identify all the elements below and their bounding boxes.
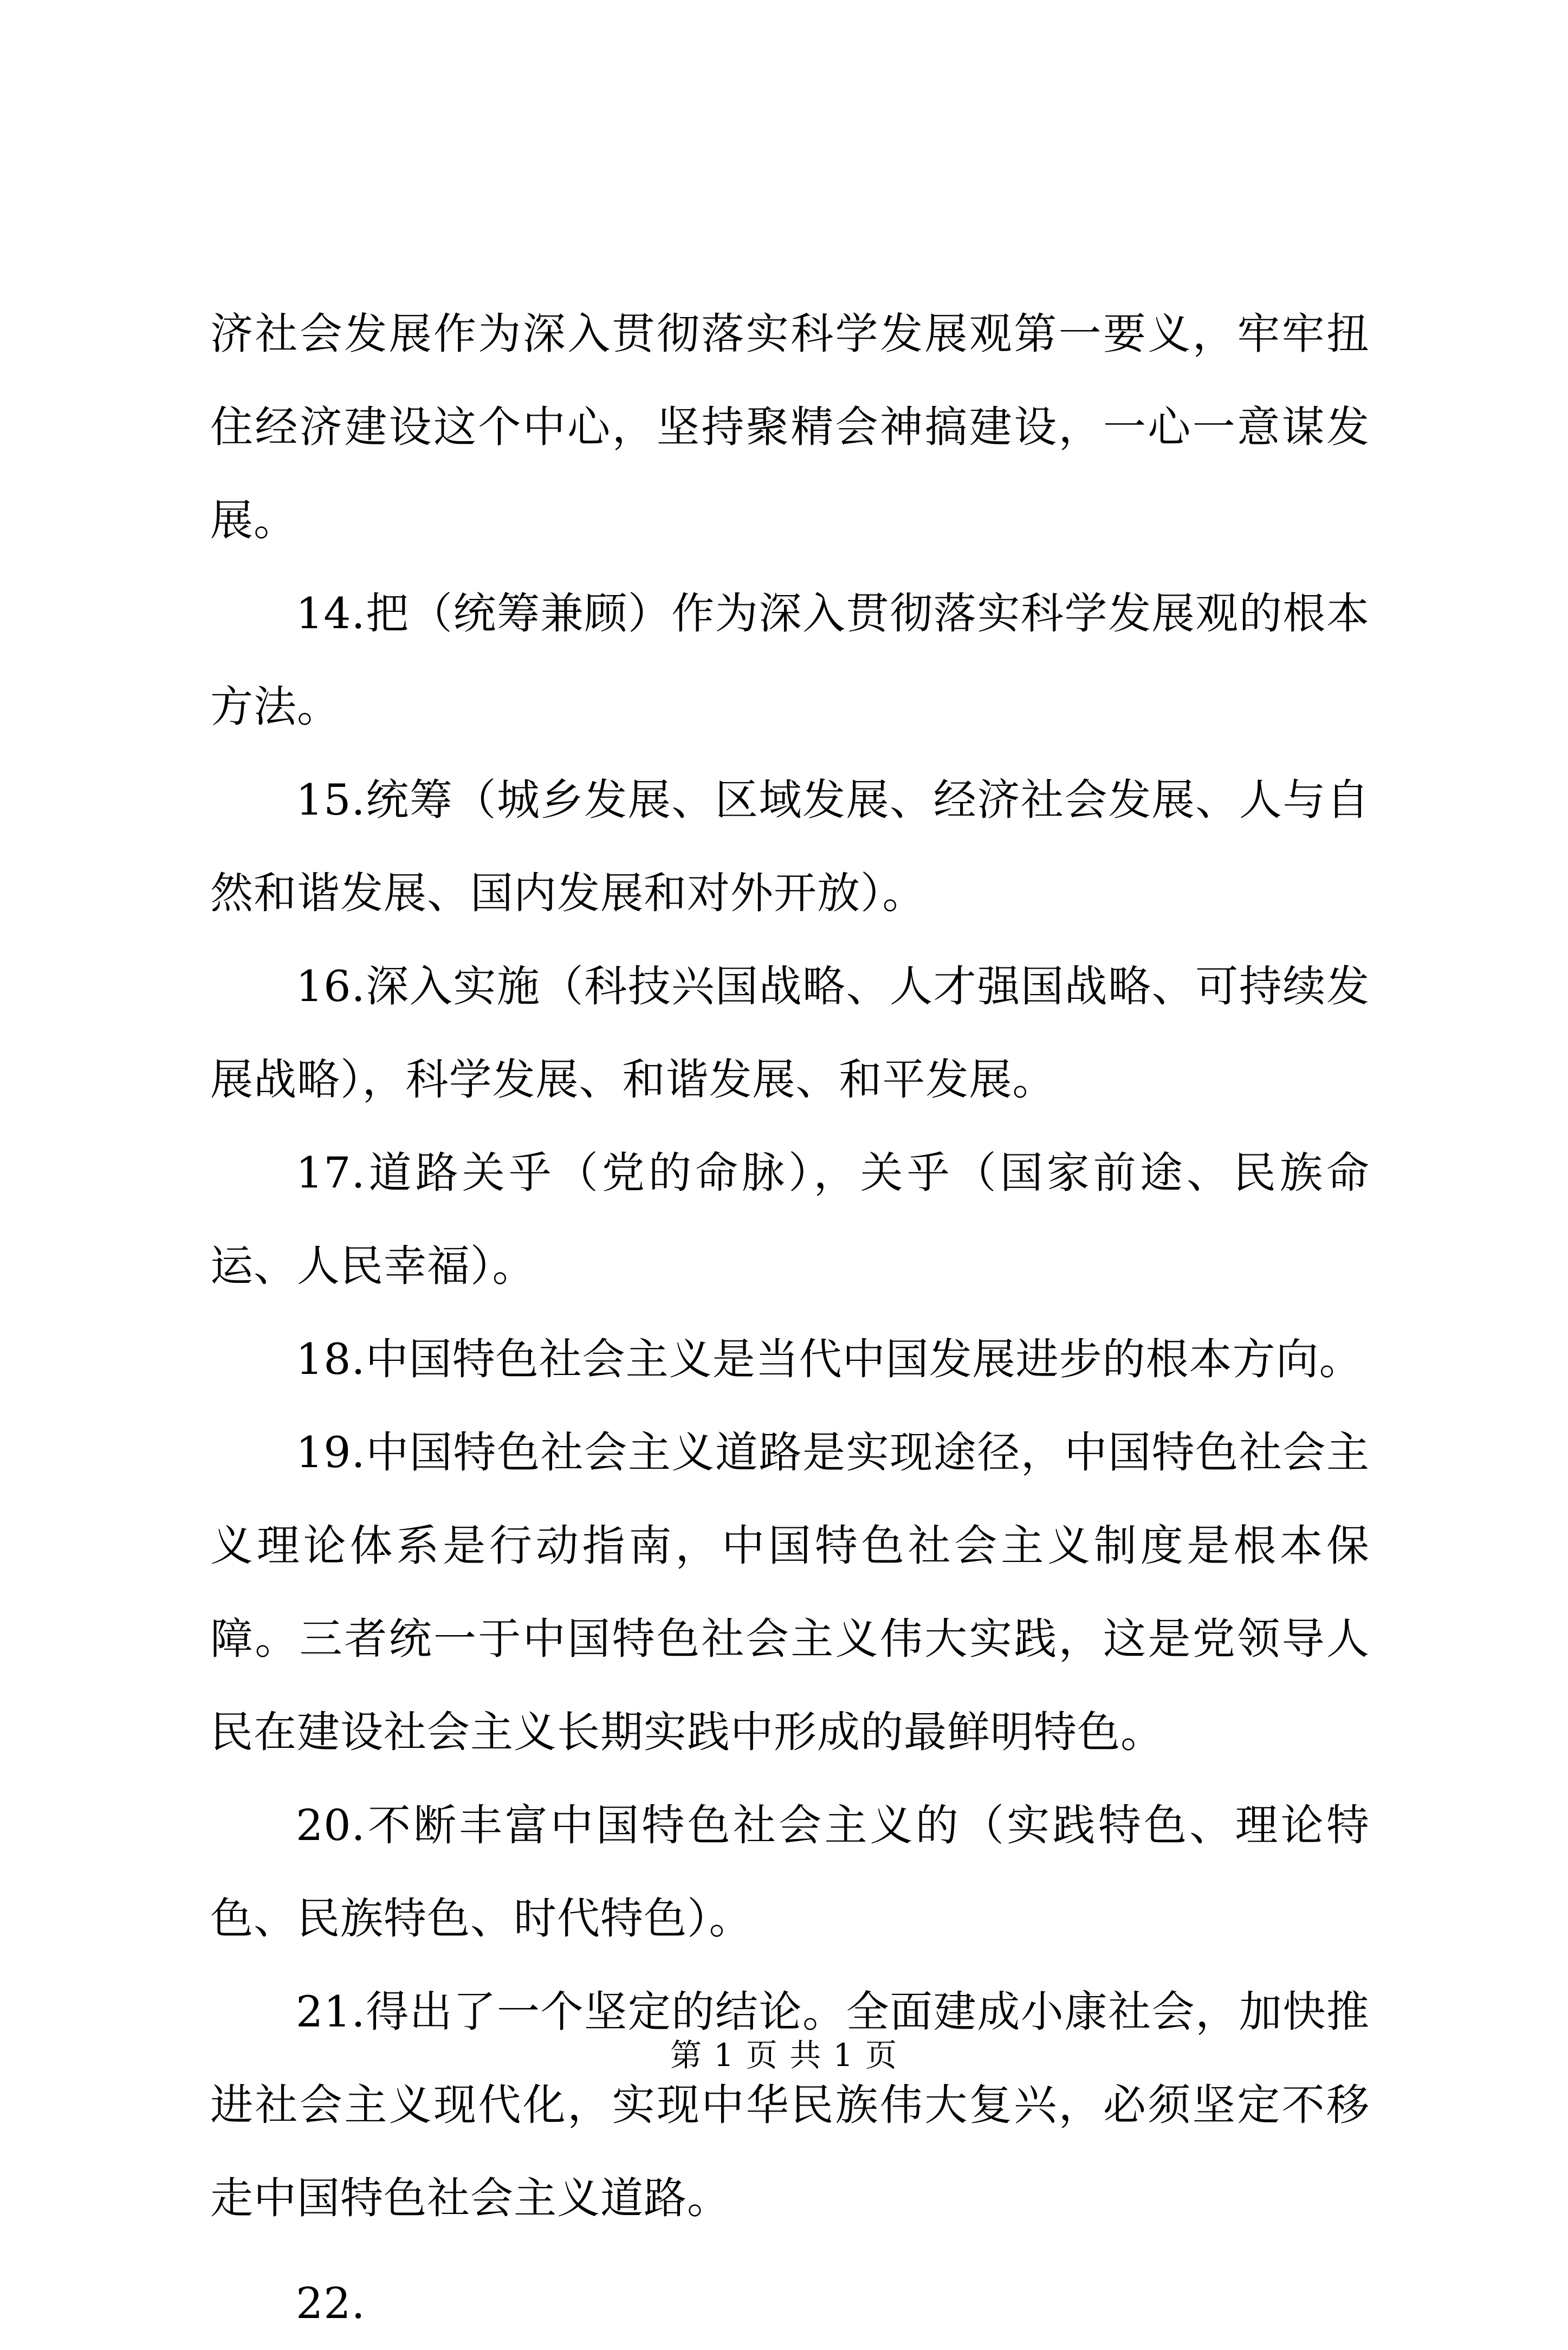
paragraph-item-15: 15.统筹（城乡发展、区域发展、经济社会发展、人与自然和谐发展、国内发展和对外开放）。 [210, 775, 1370, 918]
paragraph-item-20: 20.不断丰富中国特色社会主义的（实践特色、理论特色、民族特色、时代特色）。 [210, 1800, 1370, 1944]
paragraph-item-19: 19.中国特色社会主义道路是实现途径，中国特色社会主义理论体系是行动指南，中国特色社会主义制度是根本保障。三者统一于中国特色社会主义伟大实践，这是党领导人民在建设社会主义长期实践中形成的最鲜明特色。 [210, 1428, 1370, 1757]
paragraph-item-16: 16.深入实施（科技兴国战略、人才强国战略、可持续发展战略），科学发展、和谐发展、和平发展。 [210, 961, 1370, 1105]
paragraph-item-18: 18.中国特色社会主义是当代中国发展进步的根本方向。 [296, 1334, 1363, 1384]
paragraph-item-14: 14.把（统筹兼顾）作为深入贯彻落实科学发展观的根本方法。 [210, 589, 1370, 732]
paragraph-item-22: 22. [296, 2278, 366, 2328]
paragraph-item-17: 17.道路关乎（党的命脉），关乎（国家前途、民族命运、人民幸福）。 [210, 1148, 1370, 1291]
paragraph-item-21: 21.得出了一个坚定的结论。全面建成小康社会，加快推进社会主义现代化，实现中华民族伟大复兴，必须坚定不移走中国特色社会主义道路。 [210, 1987, 1370, 2223]
paragraph-continuation: 济社会发展作为深入贯彻落实科学发展观第一要义，牢牢扭住经济建设这个中心，坚持聚精会神搞建设，一心一意谋发展。 [210, 309, 1370, 545]
page-footer: 第 1 页 共 1 页 [670, 2037, 898, 2074]
